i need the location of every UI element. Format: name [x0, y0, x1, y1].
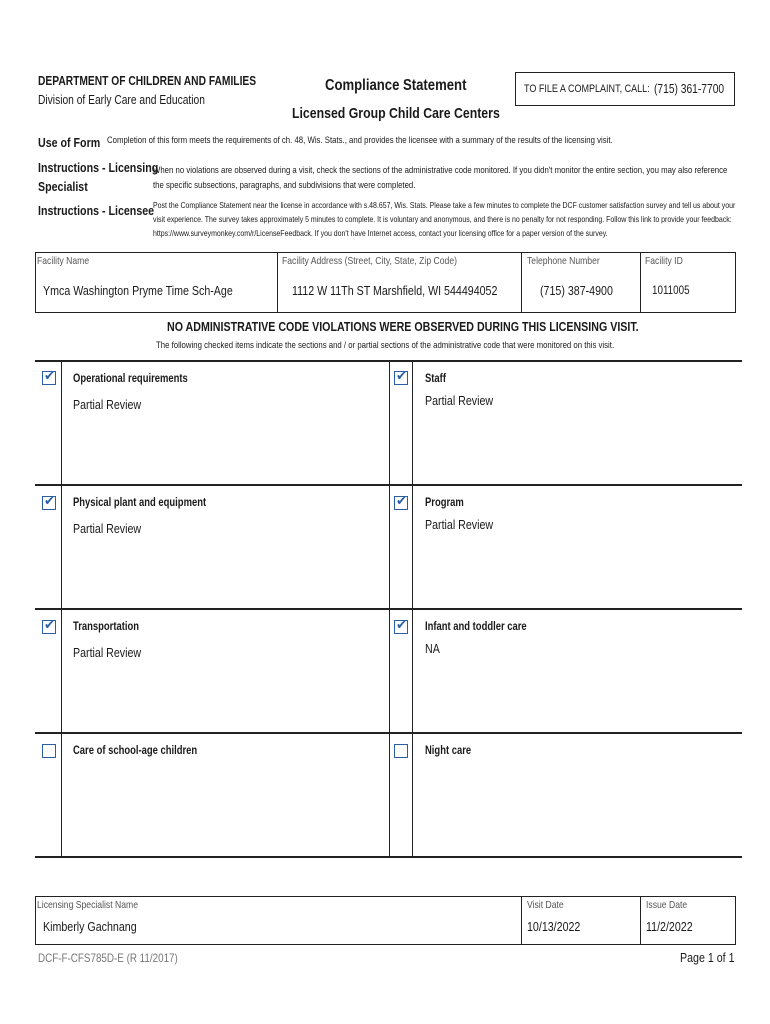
- page-subtitle: Licensed Group Child Care Centers: [292, 105, 500, 122]
- checkmark-icon: ✔: [396, 368, 407, 383]
- use-of-form-label: Use of Form: [38, 135, 101, 150]
- specialist-instructions-text: When no violations are observed during a visit, check the sections of the administrative code monitored. If you didn't monitor the entire section, you may also reference: [153, 165, 728, 176]
- form-number: DCF-F-CFS785D-E (R 11/2017): [38, 951, 178, 965]
- complaint-phone: (715) 361-7700: [654, 82, 725, 96]
- section-status: NA: [425, 641, 440, 656]
- checkbox-physical-plant[interactable]: [42, 493, 56, 510]
- section-status: Partial Review: [73, 397, 142, 412]
- licensee-instructions-label: Instructions - Licensee: [38, 203, 155, 218]
- section-status: Partial Review: [73, 521, 142, 536]
- checkbox-staff[interactable]: [394, 368, 408, 385]
- monitoring-note: The following checked items indicate the sections and / or partial sections of the administrative code that were monitored on this visit.: [156, 340, 615, 351]
- section-title: Physical plant and equipment: [73, 497, 207, 509]
- facility-id-label: Facility ID: [645, 255, 683, 267]
- no-violations-heading: NO ADMINISTRATIVE CODE VIOLATIONS WERE OBSERVED DURING THIS LICENSING VISIT.: [167, 319, 639, 334]
- specialist-instructions-label-2: Specialist: [38, 179, 88, 194]
- checkbox-transportation[interactable]: [42, 617, 56, 634]
- complaint-label: TO FILE A COMPLAINT, CALL:: [524, 83, 650, 95]
- section-status: Partial Review: [73, 645, 142, 660]
- page-number: Page 1 of 1: [680, 950, 735, 965]
- issue-date-label: Issue Date: [646, 899, 688, 911]
- use-of-form-text: Completion of this form meets the requirements of ch. 48, Wis. Stats., and provides the licensee with a summary of the results of the licensing visit.: [107, 135, 613, 146]
- section-title: Operational requirements: [73, 373, 188, 385]
- specialist-name: Kimberly Gachnang: [43, 919, 137, 934]
- checkbox-infant-toddler[interactable]: [394, 617, 408, 634]
- checkmark-icon: ✔: [44, 617, 55, 632]
- checkbox-operational-requirements[interactable]: [42, 368, 56, 385]
- section-title: Infant and toddler care: [425, 621, 527, 633]
- section-title: Staff: [425, 373, 446, 385]
- facility-address: 1112 W 11Th ST Marshfield, WI 544494052: [292, 283, 498, 298]
- complaint-box: [515, 72, 735, 106]
- section-status: Partial Review: [425, 393, 494, 408]
- visit-date-label: Visit Date: [527, 899, 564, 911]
- checkmark-icon: ✔: [396, 617, 407, 632]
- section-title: Program: [425, 497, 464, 509]
- licensee-instructions-text: Post the Compliance Statement near the license in accordance with s.48.657, Wis. Stats. Please take a few minutes to complete the DCF customer satisfaction survey and tell us about your: [153, 200, 736, 210]
- facility-id: 1011005: [652, 283, 690, 297]
- specialist-instructions-label: Instructions - Licensing: [38, 160, 159, 175]
- department-name: DEPARTMENT OF CHILDREN AND FAMILIES: [38, 74, 257, 88]
- facility-name: Ymca Washington Pryme Time Sch-Age: [43, 283, 233, 298]
- survey-link[interactable]: https://www.surveymonkey.com/r/LicenseFeedback. If you don't have Internet access, contact your licensing office for a paper version of the survey.: [153, 228, 608, 238]
- facility-phone: (715) 387-4900: [540, 283, 613, 298]
- checkmark-icon: ✔: [44, 368, 55, 383]
- section-title: Care of school-age children: [73, 745, 198, 757]
- section-title: Night care: [425, 745, 472, 757]
- checkbox-program[interactable]: [394, 493, 408, 510]
- visit-date: 10/13/2022: [527, 919, 581, 934]
- page-title: Compliance Statement: [325, 77, 467, 94]
- specialist-name-label: Licensing Specialist Name: [37, 899, 138, 911]
- section-title: Transportation: [73, 621, 140, 633]
- specialist-instructions-text-2: the specific subsections, paragraphs, and subdivisions that were completed.: [153, 180, 416, 191]
- facility-name-label: Facility Name: [37, 255, 90, 267]
- checkbox-night-care[interactable]: [394, 744, 408, 758]
- division-name: Division of Early Care and Education: [38, 93, 205, 107]
- telephone-label: Telephone Number: [527, 255, 600, 267]
- issue-date: 11/2/2022: [646, 919, 693, 934]
- checkmark-icon: ✔: [44, 493, 55, 508]
- section-status: Partial Review: [425, 517, 494, 532]
- checkmark-icon: ✔: [396, 493, 407, 508]
- checkbox-school-age[interactable]: [42, 744, 56, 758]
- licensee-instructions-text-2: visit experience. The survey takes approximately 5 minutes to complete. It is voluntary and anonymous, and there is no penalty for not responding. Follow this link to provide your feedback:: [153, 214, 732, 224]
- facility-address-label: Facility Address (Street, City, State, Zip Code): [282, 255, 457, 267]
